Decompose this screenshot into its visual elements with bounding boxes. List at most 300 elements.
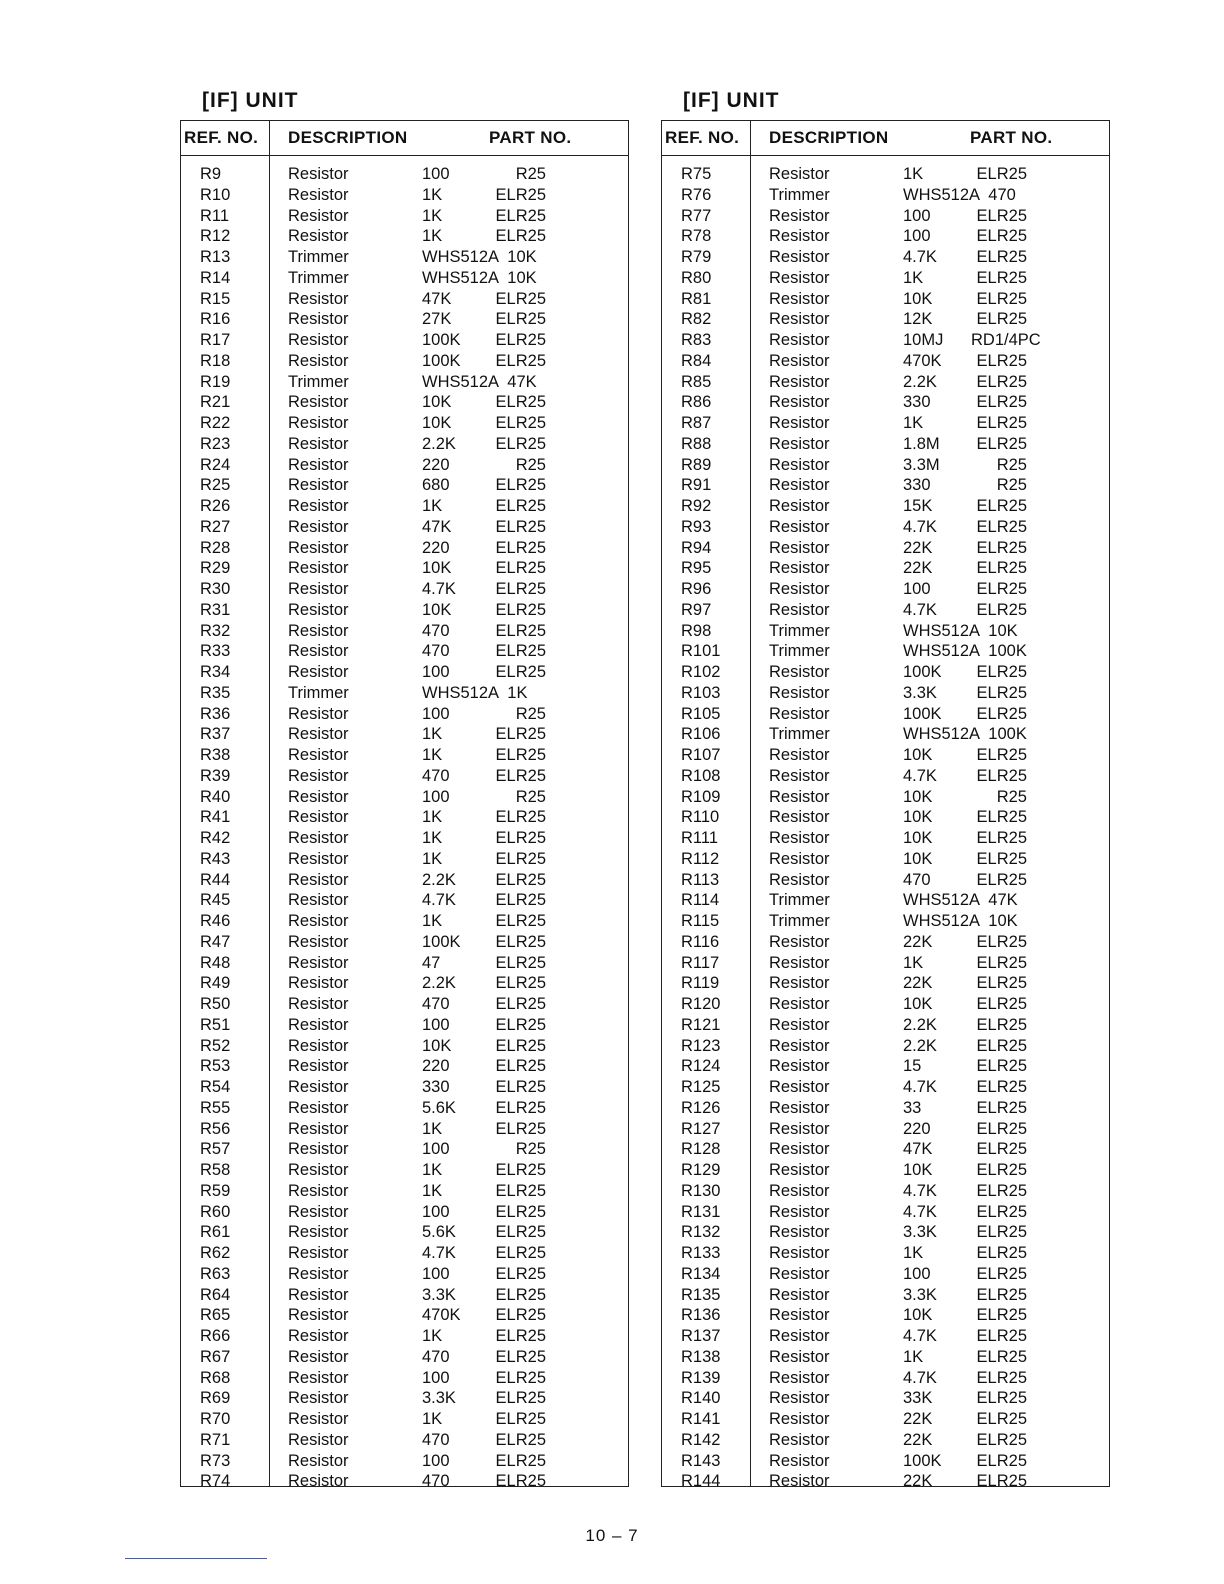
cell-part-no: ELR25 — [495, 891, 546, 910]
cell-part-no: ELR25 — [976, 932, 1027, 951]
cell-value: 100 — [903, 227, 931, 246]
table-row — [662, 372, 1109, 393]
cell-part-no: ELR25 — [495, 476, 546, 495]
table-row — [662, 206, 1109, 227]
cell-part-no: ELR25 — [976, 1410, 1027, 1428]
cell-ref-no: R135 — [681, 1285, 721, 1304]
cell-description: Resistor — [769, 1451, 830, 1470]
cell-description: Resistor — [288, 455, 349, 474]
unit-title: [IF] UNIT — [683, 89, 780, 112]
cell-ref-no: R21 — [200, 393, 231, 412]
cell-part-no: ELR25 — [976, 1181, 1027, 1200]
cell-description: Resistor — [769, 1285, 830, 1304]
cell-value: 470 — [422, 995, 450, 1013]
cell-part-no: ELR25 — [976, 165, 1027, 183]
cell-ref-no: R82 — [681, 310, 712, 329]
cell-value: 470 — [422, 1472, 450, 1491]
cell-part-no: ELR25 — [976, 580, 1027, 598]
table-row — [181, 1305, 628, 1326]
table-row — [662, 849, 1109, 870]
cell-part-no: ELR25 — [495, 1264, 546, 1283]
table-row — [662, 517, 1109, 538]
cell-description: Trimmer — [288, 268, 349, 287]
cell-value: 470K — [422, 1306, 461, 1325]
table-row — [662, 475, 1109, 496]
cell-description: Resistor — [288, 995, 349, 1013]
cell-ref-no: R121 — [681, 1015, 721, 1034]
cell-part-no: ELR25 — [976, 1202, 1027, 1221]
cell-ref-no: R28 — [200, 538, 231, 557]
cell-ref-no: R107 — [681, 746, 721, 764]
cell-description: Resistor — [769, 434, 830, 453]
cell-description: Resistor — [288, 891, 349, 910]
cell-part-no: ELR25 — [495, 600, 546, 619]
cell-ref-no: R140 — [681, 1389, 721, 1408]
cell-value: 100 — [422, 1368, 450, 1387]
cell-part-no: ELR25 — [976, 372, 1027, 391]
cell-value: WHS512A 47K — [422, 372, 537, 391]
cell-ref-no: R134 — [681, 1264, 721, 1283]
cell-value: 47 — [422, 953, 441, 972]
cell-description: Resistor — [288, 206, 349, 225]
footer-rule — [125, 1558, 267, 1559]
cell-description: Resistor — [288, 1285, 349, 1304]
table-row — [181, 994, 628, 1015]
table-row — [181, 1285, 628, 1306]
right-parts-column — [661, 86, 1110, 1491]
cell-description: Resistor — [288, 1451, 349, 1470]
cell-part-no: ELR25 — [495, 1451, 546, 1470]
cell-ref-no: R15 — [200, 289, 231, 308]
cell-description: Resistor — [288, 953, 349, 972]
cell-value: 1K — [422, 185, 443, 204]
cell-description: Resistor — [769, 829, 830, 847]
table-row — [181, 517, 628, 538]
cell-ref-no: R62 — [200, 1244, 231, 1262]
table-row — [181, 641, 628, 662]
cell-description: Resistor — [288, 746, 349, 764]
cell-description: Resistor — [288, 600, 349, 619]
cell-value: 4.7K — [903, 1078, 937, 1096]
cell-value: 10K — [903, 289, 933, 308]
cell-part-no: ELR25 — [495, 642, 546, 661]
cell-ref-no: R112 — [681, 849, 720, 868]
cell-part-no: ELR25 — [495, 1078, 546, 1096]
cell-value: 10K — [903, 746, 933, 764]
cell-description: Resistor — [769, 1098, 830, 1117]
cell-ref-no: R85 — [681, 372, 712, 391]
cell-value: 22K — [903, 1430, 933, 1449]
cell-ref-no: R11 — [200, 206, 230, 225]
cell-part-no: ELR25 — [495, 974, 546, 993]
cell-description: Resistor — [288, 725, 349, 744]
cell-value: 100 — [422, 1264, 450, 1283]
cell-part-no: ELR25 — [495, 289, 546, 308]
table-row — [181, 268, 628, 289]
cell-description: Resistor — [769, 414, 830, 432]
cell-ref-no: R65 — [200, 1306, 231, 1325]
cell-description: Resistor — [769, 663, 830, 681]
cell-description: Resistor — [769, 1057, 830, 1076]
cell-part-no: ELR25 — [495, 1223, 546, 1242]
cell-part-no: ELR25 — [495, 497, 546, 515]
cell-ref-no: R69 — [200, 1389, 231, 1408]
cell-part-no: ELR25 — [495, 206, 546, 225]
cell-description: Resistor — [288, 974, 349, 993]
cell-value: WHS512A 10K — [903, 912, 1018, 930]
cell-description: Resistor — [769, 497, 830, 515]
cell-part-no: RD1/4PC — [971, 331, 1041, 349]
parts-table — [180, 120, 629, 1491]
table-row — [181, 1119, 628, 1140]
table-row — [662, 1264, 1109, 1285]
cell-ref-no: R43 — [200, 849, 231, 868]
cell-description: Resistor — [769, 1015, 830, 1034]
table-row — [181, 1368, 628, 1389]
cell-ref-no: R108 — [681, 766, 721, 785]
cell-ref-no: R128 — [681, 1140, 721, 1159]
cell-part-no: ELR25 — [976, 1036, 1027, 1055]
cell-description: Resistor — [769, 1244, 830, 1262]
cell-part-no: ELR25 — [495, 912, 546, 930]
cell-value: 100 — [422, 663, 450, 681]
cell-description: Resistor — [769, 1389, 830, 1408]
cell-value: 2.2K — [422, 870, 456, 889]
cell-description: Resistor — [288, 497, 349, 515]
table-row — [181, 828, 628, 849]
cell-value: 1K — [903, 1244, 924, 1262]
cell-part-no: ELR25 — [976, 1430, 1027, 1449]
table-body — [662, 156, 1109, 1492]
cell-value: 1K — [422, 746, 443, 764]
cell-ref-no: R22 — [200, 414, 231, 432]
table-row — [181, 538, 628, 559]
cell-value: 1K — [422, 912, 443, 930]
table-row — [181, 745, 628, 766]
cell-value: 10K — [903, 849, 933, 868]
table-row — [662, 413, 1109, 434]
cell-part-no: ELR25 — [495, 1430, 546, 1449]
cell-ref-no: R38 — [200, 746, 231, 764]
cell-part-no: ELR25 — [495, 746, 546, 764]
table-row — [181, 289, 628, 310]
cell-description: Resistor — [288, 1327, 349, 1345]
cell-ref-no: R102 — [681, 663, 721, 681]
cell-value: 33K — [903, 1389, 933, 1408]
cell-description: Resistor — [288, 310, 349, 329]
cell-part-no: ELR25 — [976, 351, 1027, 370]
cell-ref-no: R13 — [200, 248, 231, 266]
table-row — [662, 538, 1109, 559]
cell-description: Resistor — [769, 766, 830, 785]
cell-ref-no: R12 — [200, 227, 231, 246]
cell-description: Resistor — [288, 912, 349, 930]
cell-value: 680 — [422, 476, 450, 495]
cell-part-no: ELR25 — [495, 1472, 546, 1491]
cell-value: 22K — [903, 932, 933, 951]
unit-title: [IF] UNIT — [202, 89, 299, 112]
cell-part-no: ELR25 — [976, 1451, 1027, 1470]
cell-value: 100 — [422, 1015, 450, 1034]
cell-ref-no: R89 — [681, 455, 712, 474]
cell-value: 10K — [422, 414, 452, 432]
cell-part-no: ELR25 — [976, 1347, 1027, 1366]
cell-description: Resistor — [288, 476, 349, 495]
cell-part-no: R25 — [515, 787, 546, 806]
cell-description: Resistor — [769, 1078, 830, 1096]
cell-value: 1K — [422, 1327, 443, 1345]
table-row — [662, 1409, 1109, 1430]
cell-value: 100K — [903, 1451, 942, 1470]
cell-ref-no: R133 — [681, 1244, 721, 1262]
cell-part-no: ELR25 — [976, 1327, 1027, 1345]
cell-ref-no: R91 — [681, 476, 712, 495]
cell-part-no: ELR25 — [976, 434, 1027, 453]
table-row — [662, 745, 1109, 766]
cell-ref-no: R86 — [681, 393, 712, 412]
cell-ref-no: R10 — [200, 185, 231, 204]
cell-description: Trimmer — [769, 891, 830, 910]
cell-description: Resistor — [769, 1327, 830, 1345]
cell-value: 10K — [903, 1306, 933, 1325]
cell-part-no: ELR25 — [976, 600, 1027, 619]
table-row — [662, 621, 1109, 642]
cell-part-no: ELR25 — [495, 1119, 546, 1138]
cell-description: Resistor — [288, 1078, 349, 1096]
cell-ref-no: R120 — [681, 995, 721, 1013]
cell-value: 3.3K — [422, 1389, 456, 1408]
cell-part-no: ELR25 — [495, 310, 546, 329]
cell-part-no: R25 — [515, 1140, 546, 1159]
cell-part-no: ELR25 — [495, 1202, 546, 1221]
cell-value: 3.3K — [903, 683, 937, 702]
cell-value: 1K — [422, 1119, 443, 1138]
cell-value: 2.2K — [903, 1015, 937, 1034]
cell-description: Resistor — [769, 974, 830, 993]
cell-part-no: ELR25 — [976, 1098, 1027, 1117]
cell-value: 1K — [422, 1181, 443, 1200]
cell-value: WHS512A 470 — [903, 185, 1016, 204]
cell-part-no: ELR25 — [495, 621, 546, 640]
cell-ref-no: R57 — [200, 1140, 231, 1159]
table-row — [662, 683, 1109, 704]
cell-description: Resistor — [769, 372, 830, 391]
cell-description: Resistor — [769, 559, 830, 578]
cell-part-no: R25 — [515, 165, 546, 183]
cell-description: Resistor — [288, 932, 349, 951]
cell-value: 1K — [422, 497, 443, 515]
cell-value: 1K — [422, 1161, 443, 1179]
cell-value: 10K — [903, 808, 933, 827]
cell-part-no: ELR25 — [495, 995, 546, 1013]
cell-description: Resistor — [288, 1368, 349, 1387]
cell-ref-no: R46 — [200, 912, 231, 930]
cell-part-no: ELR25 — [976, 870, 1027, 889]
table-row — [181, 807, 628, 828]
cell-part-no: ELR25 — [976, 995, 1027, 1013]
cell-description: Resistor — [769, 808, 830, 827]
table-row — [181, 372, 628, 393]
cell-description: Resistor — [769, 787, 830, 806]
cell-ref-no: R27 — [200, 517, 231, 536]
cell-ref-no: R59 — [200, 1181, 231, 1200]
table-row — [662, 932, 1109, 953]
cell-ref-no: R75 — [681, 165, 712, 183]
table-row — [662, 1388, 1109, 1409]
table-row — [181, 932, 628, 953]
table-row — [662, 392, 1109, 413]
table-row — [181, 1160, 628, 1181]
cell-part-no: ELR25 — [976, 1057, 1027, 1076]
table-row — [181, 455, 628, 476]
cell-part-no: ELR25 — [495, 829, 546, 847]
table-row — [662, 455, 1109, 476]
cell-value: 3.3K — [903, 1285, 937, 1304]
cell-part-no: ELR25 — [976, 683, 1027, 702]
cell-part-no: ELR25 — [495, 808, 546, 827]
table-row — [662, 953, 1109, 974]
cell-value: 22K — [903, 974, 933, 993]
table-row — [662, 1305, 1109, 1326]
table-row — [181, 226, 628, 247]
cell-value: 100 — [422, 1140, 450, 1159]
cell-value: 100 — [903, 1264, 931, 1283]
table-row — [662, 1430, 1109, 1451]
cell-description: Resistor — [288, 434, 349, 453]
cell-ref-no: R117 — [681, 953, 720, 972]
parts-table — [661, 120, 1110, 1491]
cell-description: Resistor — [769, 268, 830, 287]
cell-ref-no: R36 — [200, 704, 231, 723]
table-row — [181, 1181, 628, 1202]
cell-part-no: ELR25 — [976, 268, 1027, 287]
cell-description: Resistor — [769, 538, 830, 557]
cell-part-no: ELR25 — [495, 663, 546, 681]
cell-value: 470 — [422, 1347, 450, 1366]
cell-ref-no: R98 — [681, 621, 712, 640]
cell-value: 10MJ — [903, 331, 944, 349]
cell-part-no: ELR25 — [976, 849, 1027, 868]
table-row — [181, 1347, 628, 1368]
table-row — [181, 1409, 628, 1430]
cell-ref-no: R70 — [200, 1410, 231, 1428]
cell-value: 33 — [903, 1098, 922, 1117]
table-row — [662, 289, 1109, 310]
cell-description: Resistor — [769, 227, 830, 246]
cell-part-no: ELR25 — [495, 580, 546, 598]
cell-description: Resistor — [288, 1244, 349, 1262]
table-row — [181, 558, 628, 579]
table-row — [181, 1139, 628, 1160]
cell-part-no: ELR25 — [976, 1285, 1027, 1304]
cell-value: 22K — [903, 1472, 933, 1491]
cell-ref-no: R110 — [681, 808, 720, 827]
left-parts-column — [180, 86, 629, 1491]
cell-ref-no: R64 — [200, 1285, 231, 1304]
cell-ref-no: R138 — [681, 1347, 721, 1366]
cell-value: 4.7K — [903, 1327, 937, 1345]
cell-value: 100 — [422, 1202, 450, 1221]
cell-value: 100K — [422, 932, 461, 951]
header-description: DESCRIPTION — [288, 128, 408, 147]
cell-value: WHS512A 100K — [903, 725, 1027, 744]
cell-description: Trimmer — [288, 248, 349, 266]
cell-ref-no: R139 — [681, 1368, 721, 1387]
cell-description: Trimmer — [288, 683, 349, 702]
cell-description: Resistor — [288, 393, 349, 412]
cell-ref-no: R16 — [200, 310, 231, 329]
cell-value: 4.7K — [422, 1244, 456, 1262]
cell-value: 220 — [422, 1057, 450, 1076]
cell-ref-no: R101 — [681, 642, 721, 661]
cell-value: 1K — [903, 1347, 924, 1366]
cell-ref-no: R67 — [200, 1347, 231, 1366]
page-number: 10 – 7 — [585, 1526, 639, 1545]
cell-description: Resistor — [288, 621, 349, 640]
cell-part-no: ELR25 — [976, 1161, 1027, 1179]
cell-part-no: ELR25 — [976, 1472, 1027, 1491]
cell-part-no: ELR25 — [976, 663, 1027, 681]
cell-value: 5.6K — [422, 1223, 456, 1242]
table-row — [662, 1015, 1109, 1036]
cell-value: 2.2K — [903, 1036, 937, 1055]
cell-value: 22K — [903, 559, 933, 578]
cell-part-no: ELR25 — [495, 227, 546, 246]
cell-value: 10K — [903, 1161, 933, 1179]
cell-ref-no: R63 — [200, 1264, 231, 1283]
cell-part-no: ELR25 — [976, 746, 1027, 764]
cell-value: 100K — [903, 704, 942, 723]
cell-value: 1K — [422, 206, 443, 225]
cell-description: Resistor — [769, 995, 830, 1013]
table-row — [181, 185, 628, 206]
cell-value: 1K — [422, 849, 443, 868]
table-row — [662, 807, 1109, 828]
cell-description: Resistor — [769, 1264, 830, 1283]
cell-ref-no: R143 — [681, 1451, 721, 1470]
cell-ref-no: R30 — [200, 580, 231, 598]
cell-description: Resistor — [288, 642, 349, 661]
cell-ref-no: R103 — [681, 683, 721, 702]
cell-ref-no: R115 — [681, 912, 720, 930]
table-row — [181, 475, 628, 496]
cell-description: Resistor — [769, 517, 830, 536]
cell-value: 3.3M — [903, 455, 940, 474]
cell-value: 1.8M — [903, 434, 940, 453]
table-row — [662, 247, 1109, 268]
table-row — [662, 226, 1109, 247]
cell-value: 15 — [903, 1057, 922, 1076]
table-row — [181, 206, 628, 227]
cell-part-no: ELR25 — [495, 766, 546, 785]
table-header — [662, 121, 1109, 156]
cell-ref-no: R61 — [200, 1223, 231, 1242]
cell-ref-no: R45 — [200, 891, 231, 910]
cell-value: WHS512A 10K — [422, 268, 537, 287]
cell-value: 1K — [903, 268, 924, 287]
cell-value: 100 — [903, 206, 931, 225]
cell-part-no: ELR25 — [976, 1223, 1027, 1242]
cell-description: Resistor — [769, 351, 830, 370]
cell-description: Resistor — [769, 476, 830, 495]
cell-part-no: ELR25 — [495, 1306, 546, 1325]
table-row — [181, 392, 628, 413]
cell-part-no: ELR25 — [495, 1181, 546, 1200]
cell-description: Resistor — [769, 1306, 830, 1325]
cell-ref-no: R34 — [200, 663, 231, 681]
cell-part-no: ELR25 — [976, 829, 1027, 847]
cell-value: 100 — [903, 580, 931, 598]
